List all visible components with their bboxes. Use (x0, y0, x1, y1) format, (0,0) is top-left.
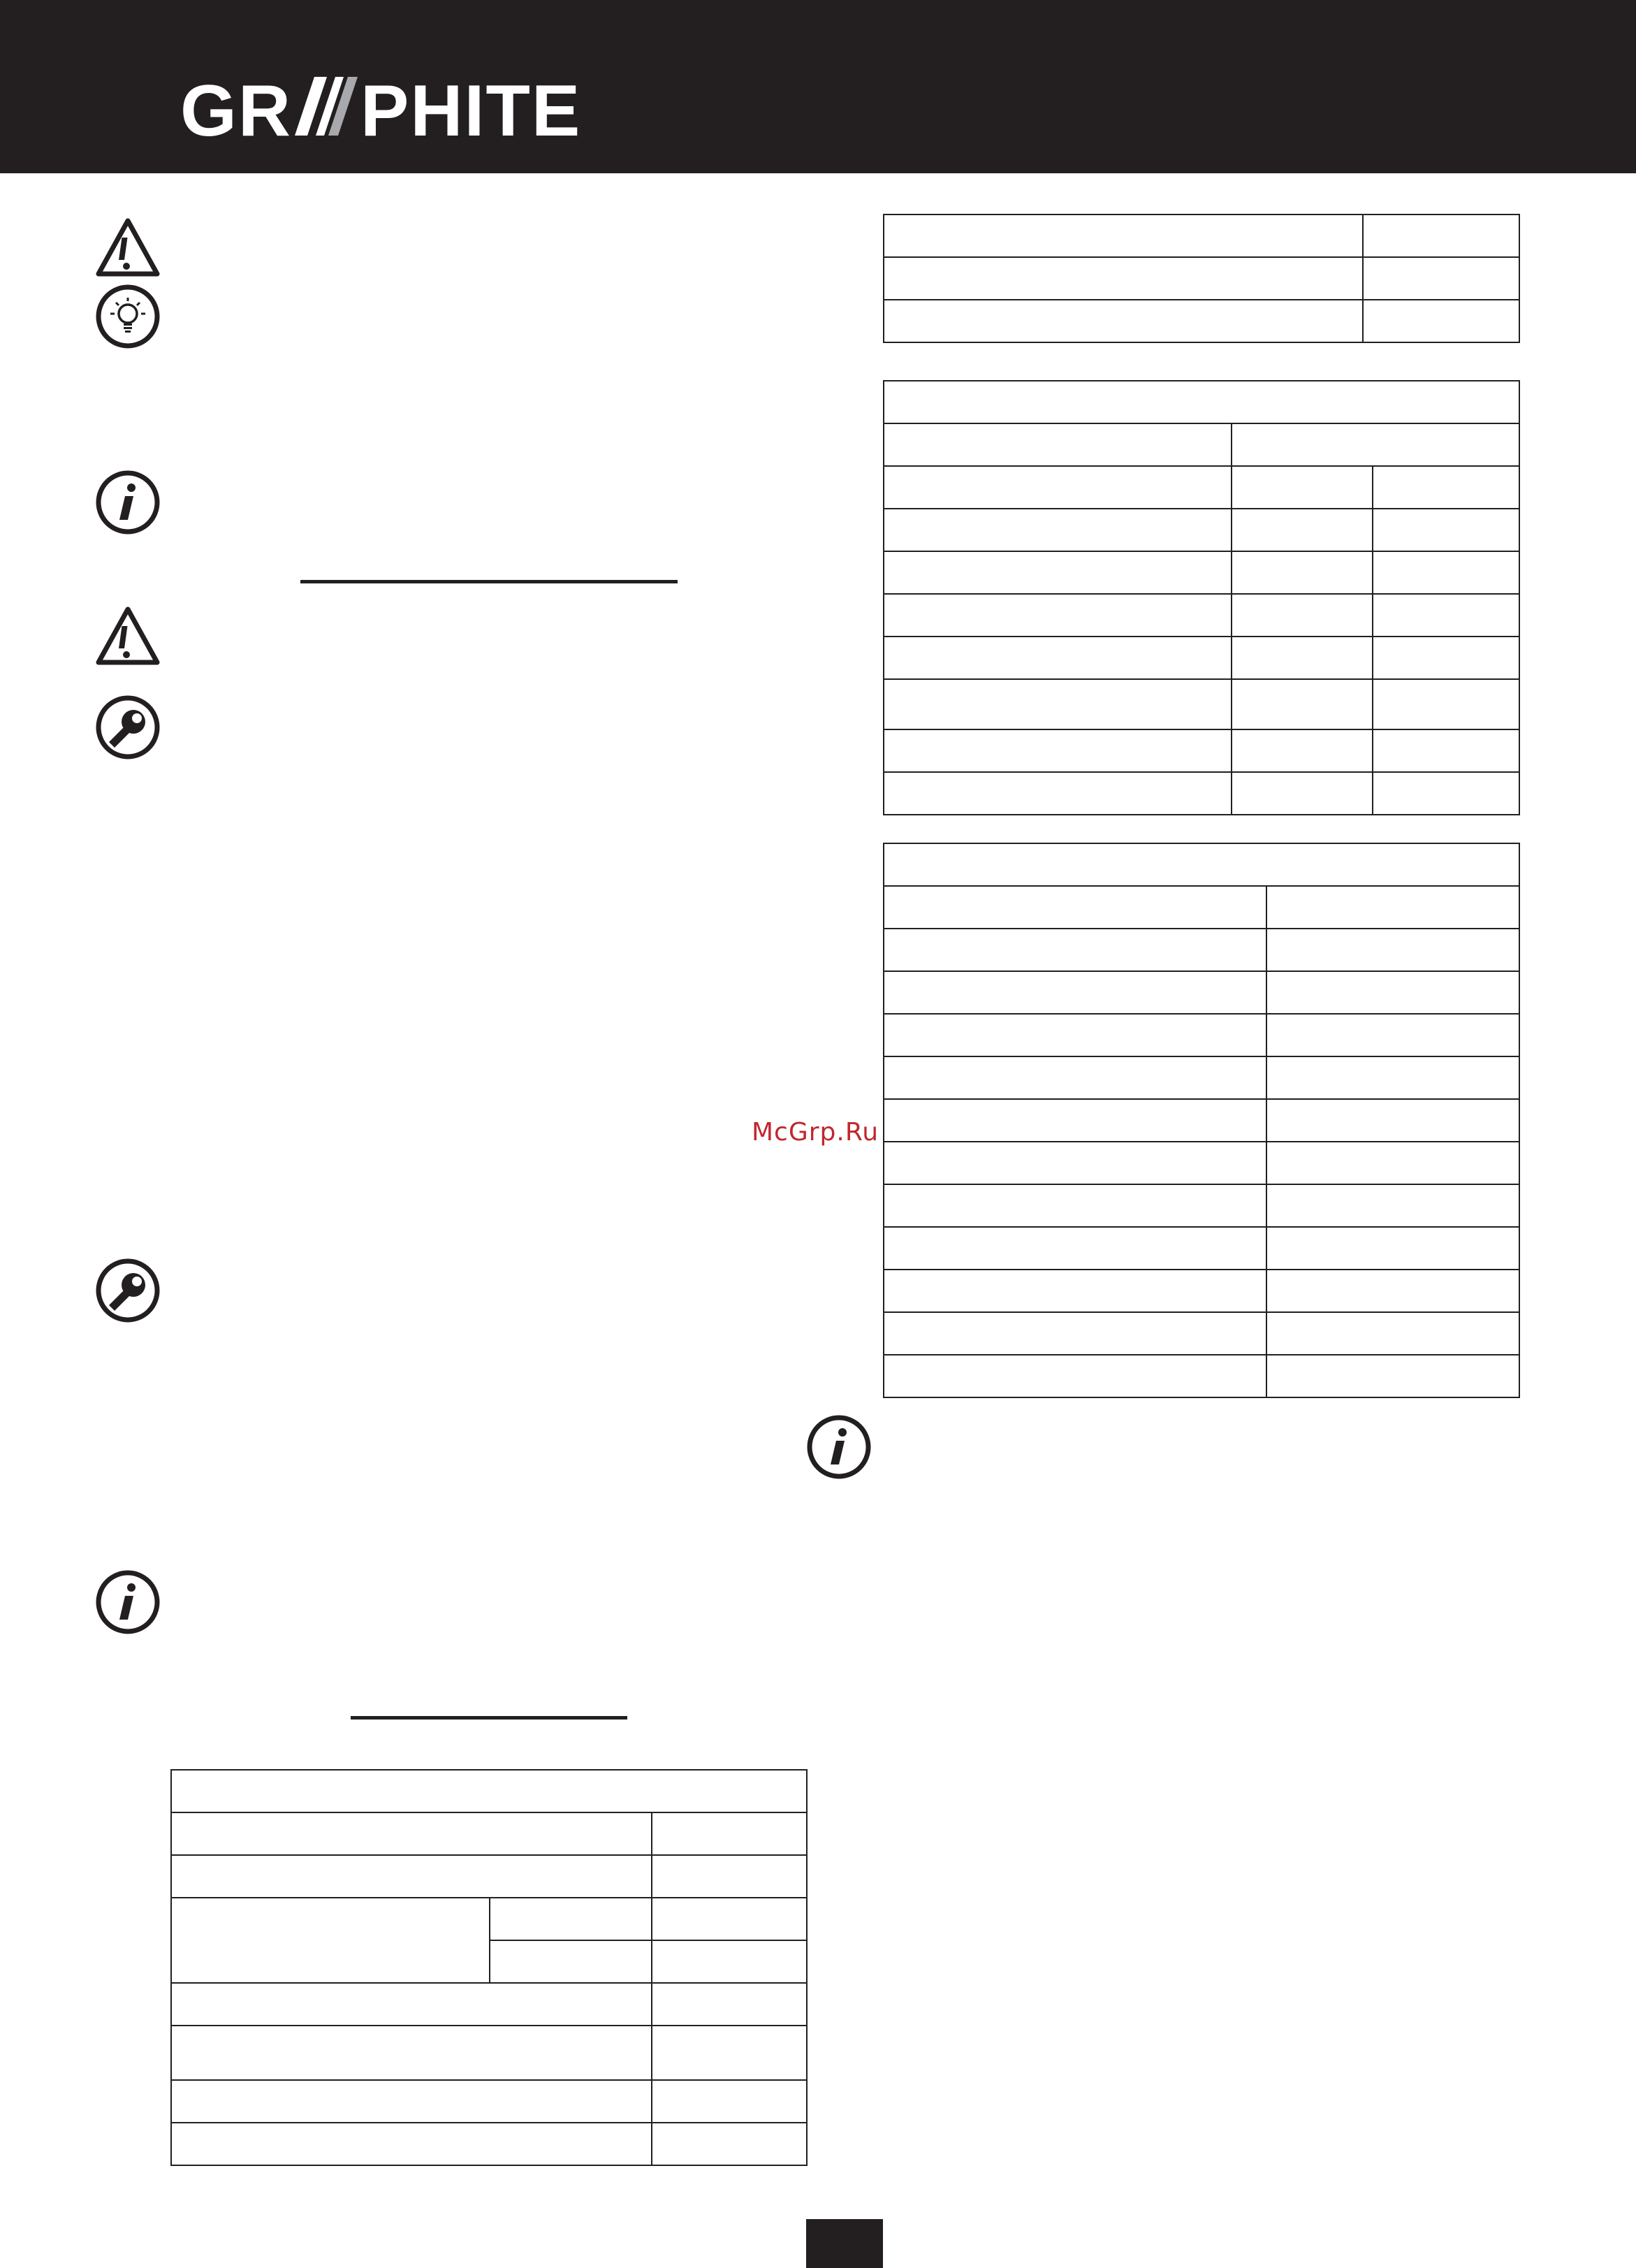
section-underline (351, 1716, 627, 1720)
table-cell (1266, 1184, 1519, 1227)
table-cell (1266, 1270, 1519, 1312)
table-cell (1232, 423, 1519, 466)
table-row (884, 1227, 1519, 1270)
table-cell (1266, 1014, 1519, 1056)
table-cell (1266, 1227, 1519, 1270)
table-cell (171, 2123, 652, 2165)
table-2 (883, 380, 1520, 815)
table-row (884, 1142, 1519, 1184)
table-cell (171, 1898, 490, 1983)
table-cell (1373, 594, 1519, 637)
table-row (884, 551, 1519, 594)
table-cell (490, 1940, 652, 1983)
table-cell (1232, 509, 1373, 551)
table-cell (1232, 594, 1373, 637)
table-cell (652, 2026, 807, 2080)
table-cell (652, 1898, 807, 1940)
table-row (884, 1099, 1519, 1142)
table-row (884, 886, 1519, 929)
table-cell (884, 729, 1232, 772)
lightbulb-icon (95, 284, 161, 349)
table-row (171, 1898, 807, 1940)
table-cell (884, 886, 1266, 929)
table-row (884, 466, 1519, 509)
table-cell (884, 1056, 1266, 1099)
table-cell (652, 1855, 807, 1898)
table-cell (884, 509, 1232, 551)
table-row (884, 509, 1519, 551)
wrench-icon (95, 695, 161, 760)
table-row (171, 1855, 807, 1898)
table-cell (884, 551, 1232, 594)
table-4 (170, 1769, 808, 2166)
table-1 (883, 214, 1520, 343)
table-cell (884, 843, 1519, 886)
table-cell (884, 257, 1363, 300)
table-row (884, 257, 1519, 300)
table-cell (1266, 1099, 1519, 1142)
table-row (884, 594, 1519, 637)
table-row (171, 1983, 807, 2026)
table-cell (884, 1270, 1266, 1312)
brand-logo (180, 73, 581, 150)
table-cell (884, 1142, 1266, 1184)
info-icon (95, 470, 161, 535)
table-cell (1266, 1355, 1519, 1397)
table-row (884, 772, 1519, 815)
table-cell (652, 2080, 807, 2123)
table-row (171, 2026, 807, 2080)
table-cell (1266, 1312, 1519, 1355)
watermark-text: McGrp.Ru (752, 1118, 879, 1147)
table-cell (1373, 729, 1519, 772)
table-cell (1373, 551, 1519, 594)
table-row (884, 971, 1519, 1014)
table-cell (1232, 772, 1373, 815)
table-cell (1232, 729, 1373, 772)
table-row (884, 1014, 1519, 1056)
table-cell (884, 1014, 1266, 1056)
table-cell (1266, 1056, 1519, 1099)
table-row (884, 679, 1519, 729)
table-cell (1363, 300, 1519, 342)
table-cell (652, 1983, 807, 2026)
table-cell (1232, 551, 1373, 594)
table-row (884, 215, 1519, 257)
table-cell (884, 679, 1232, 729)
warning-icon (95, 604, 161, 669)
table-cell (884, 215, 1363, 257)
table-cell (652, 1940, 807, 1983)
logo-slash-graphic (295, 73, 358, 131)
table-cell (171, 1855, 652, 1898)
table-cell (884, 423, 1232, 466)
table-row (171, 2123, 807, 2165)
table-row (884, 300, 1519, 342)
table-cell (884, 1355, 1266, 1397)
table-row (884, 1270, 1519, 1312)
table-cell (1232, 637, 1373, 679)
info-icon (806, 1414, 872, 1480)
table-cell (884, 929, 1266, 971)
table-row (884, 1355, 1519, 1397)
table-row (171, 1812, 807, 1855)
wrench-icon (95, 1258, 161, 1323)
info-icon (95, 1569, 161, 1635)
table-3 (883, 843, 1520, 1398)
brand-logo-text (180, 73, 581, 150)
table-cell (884, 466, 1232, 509)
table-cell (884, 772, 1232, 815)
table-cell (1266, 886, 1519, 929)
table-cell (884, 637, 1232, 679)
table-cell (652, 1812, 807, 1855)
table-cell (1373, 637, 1519, 679)
table-cell (490, 1898, 652, 1940)
table-cell (171, 2080, 652, 2123)
table-cell (884, 1184, 1266, 1227)
table-row (884, 423, 1519, 466)
table-cell (171, 1983, 652, 2026)
table-row (884, 1184, 1519, 1227)
table-cell (884, 1099, 1266, 1142)
table-cell (1373, 509, 1519, 551)
logo-part-phite: PHITE (360, 71, 582, 152)
table-row (884, 929, 1519, 971)
section-underline (300, 580, 678, 583)
table-cell (1373, 679, 1519, 729)
table-cell (1373, 772, 1519, 815)
table-cell (1363, 215, 1519, 257)
table-row (171, 2080, 807, 2123)
logo-part-gr: GR (180, 71, 292, 152)
table-row (171, 1770, 807, 1812)
warning-icon (95, 215, 161, 281)
table-cell (884, 594, 1232, 637)
table-cell (171, 1770, 807, 1812)
table-cell (171, 1812, 652, 1855)
table-cell (1266, 971, 1519, 1014)
table-cell (1373, 466, 1519, 509)
table-cell (884, 971, 1266, 1014)
table-row (884, 637, 1519, 679)
page-number-tab (806, 2219, 883, 2268)
table-cell (1232, 679, 1373, 729)
table-cell (1266, 1142, 1519, 1184)
table-cell (884, 300, 1363, 342)
table-cell (884, 1312, 1266, 1355)
table-cell (884, 381, 1519, 423)
table-row (884, 843, 1519, 886)
table-row (884, 729, 1519, 772)
table-cell (652, 2123, 807, 2165)
table-row (884, 1056, 1519, 1099)
table-cell (1232, 466, 1373, 509)
table-cell (1266, 929, 1519, 971)
table-cell (884, 1227, 1266, 1270)
table-row (884, 381, 1519, 423)
table-cell (171, 2026, 652, 2080)
table-row (884, 1312, 1519, 1355)
table-cell (1363, 257, 1519, 300)
